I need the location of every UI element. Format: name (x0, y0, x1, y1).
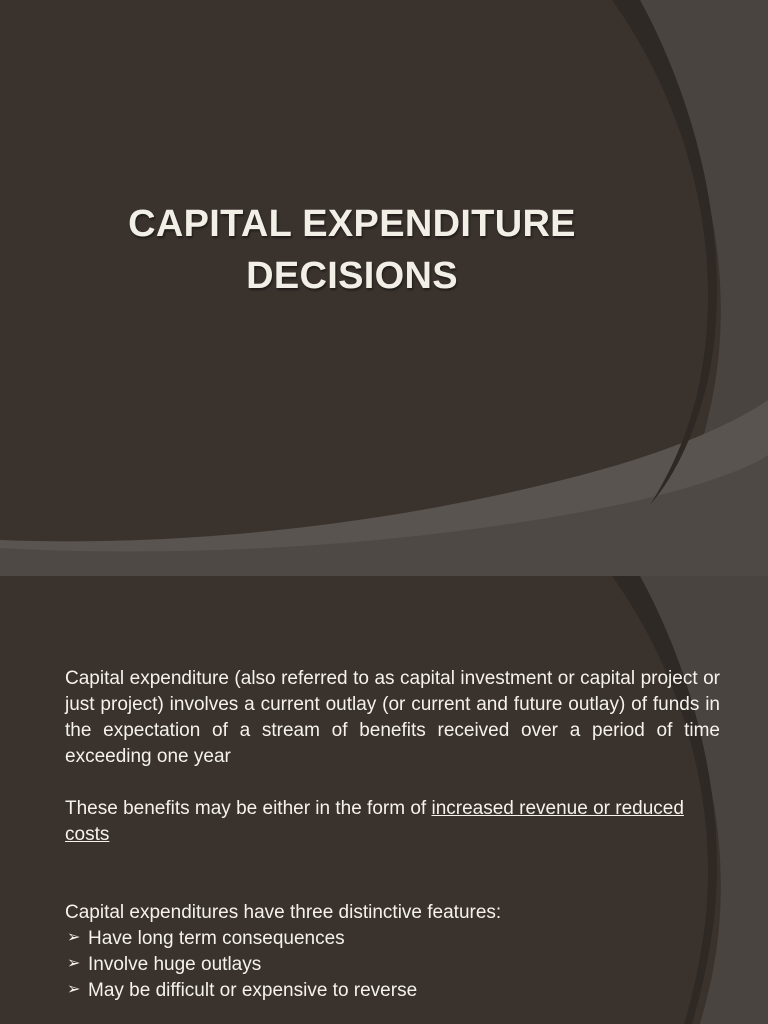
title-line-2: DECISIONS (246, 255, 458, 297)
benefits-text: These benefits may be either in the form of (65, 798, 432, 819)
benefits-underlined-text: increased revenue or reduced costs (65, 798, 684, 845)
feature-text: Have long term consequences (88, 928, 345, 949)
feature-text: May be difficult or expensive to reverse (88, 980, 418, 1001)
benefits-paragraph (65, 796, 720, 848)
slide-title (60, 198, 644, 302)
list-item (65, 926, 720, 952)
features-intro: Capital expenditures have three distinctive features: (65, 902, 502, 923)
arrowhead-bullet-icon: ➢ (67, 955, 81, 972)
features-section (65, 900, 720, 1004)
list-item (65, 952, 720, 978)
feature-text: Involve huge outlays (88, 954, 262, 975)
slide-body (65, 666, 720, 1004)
feature-list (65, 926, 720, 1004)
arrowhead-bullet-icon: ➢ (67, 981, 81, 998)
content-slide (0, 576, 768, 1024)
list-item (65, 978, 720, 1004)
definition-paragraph: Capital expenditure (also referred to as capital investment or capital project or just project) involves a current outlay (or current and future outlay) of funds in the expectation of a stream of benefits received over a period of time exceeding one year (65, 668, 720, 767)
arrowhead-bullet-icon: ➢ (67, 929, 81, 946)
title-line-1: CAPITAL EXPENDITURE (128, 203, 576, 245)
